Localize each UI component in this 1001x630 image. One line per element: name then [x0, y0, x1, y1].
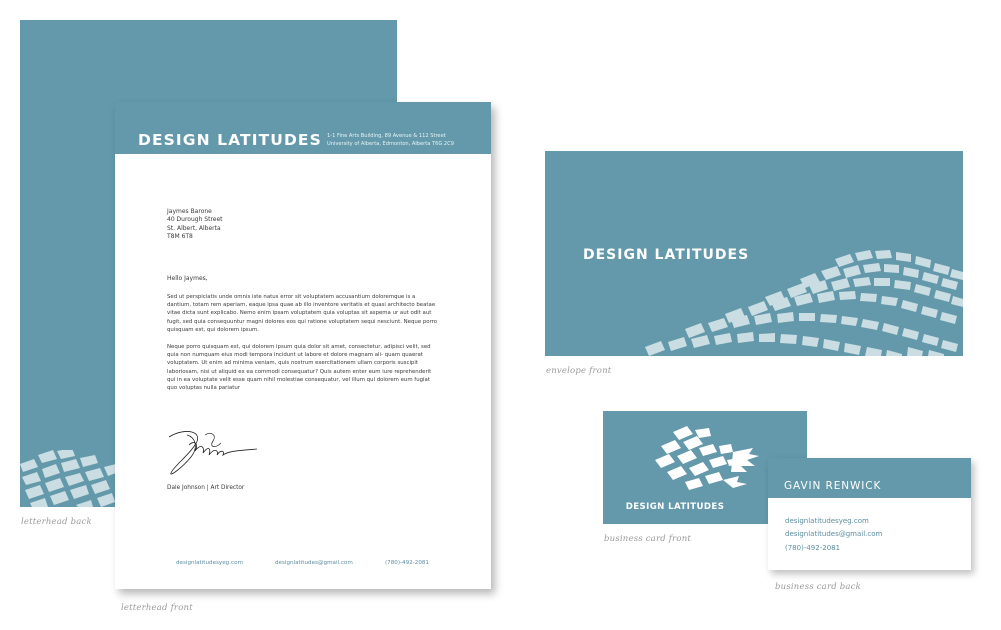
woven-logo-graphic	[653, 426, 763, 496]
letterhead-address-line1: 1-1 Fine Arts Building, 89 Avenue & 112 Street	[327, 133, 446, 139]
business-card-back-band	[768, 458, 971, 498]
recipient-city: St. Albert, Alberta	[167, 224, 221, 232]
letterhead-footer-phone: (780)-492-2081	[385, 560, 429, 566]
business-card-email: designlatitudes@gmail.com	[785, 530, 883, 538]
letter-greeting: Hello Jaymes,	[167, 275, 208, 282]
business-card-back	[768, 458, 971, 570]
recipient-block	[167, 208, 223, 242]
caption-envelope-front: envelope front	[546, 366, 612, 376]
caption-letterhead-back: letterhead back	[21, 517, 92, 527]
signature-graphic	[165, 425, 260, 477]
business-card-phone: (780)-492-2081	[785, 544, 841, 552]
letterhead-footer-email: designlatitudes@gmail.com	[275, 560, 353, 566]
caption-letterhead-front: letterhead front	[121, 603, 193, 613]
woven-wave-graphic	[545, 151, 963, 356]
recipient-name: Jaymes Barone	[167, 208, 212, 215]
envelope-front	[545, 151, 963, 356]
business-card-brand: DESIGN LATITUDES	[625, 502, 725, 512]
recipient-postal: T8M 6T8	[167, 233, 193, 241]
letter-signatory: Dale Johnson | Art Director	[167, 485, 245, 491]
letter-paragraph-2: Neque porro quisquam est, qui dolorem ipsum quia dolor sit amet, consectetur, adipisci velit, sed quia non numquam eius modi tempora incidunt ut labore et dolore magnam ali- quam quaerat voluptatem. Ut enim ad minima veniam, quis nostrum exercitationem ullam corporis suscipit laboriosam, nisi ut aliquid ex ea commodi consequatur? Quis autem enter eum iure reprehenderit qui in ea voluptate velit esse quam nihil molestiae consequatur, vel illum qui dolorem eum fugiat quo voluptas nulla pariatur	[167, 344, 432, 392]
letterhead-address-line2: University of Alberta, Edmonton, Alberta T6G 2C9	[327, 141, 454, 147]
letterhead-brand: DESIGN LATITUDES	[138, 131, 322, 149]
letterhead-footer-web: designlatitudesyeg.com	[176, 560, 243, 566]
letterhead-front	[115, 102, 491, 589]
recipient-street: 40 Durough Street	[167, 216, 223, 224]
woven-pattern-graphic	[20, 450, 115, 507]
caption-business-card-front: business card front	[604, 534, 691, 544]
business-card-name: GAVIN RENWICK	[784, 480, 882, 492]
letter-paragraph-1: Sed ut perspiciatis unde omnis iste natus error sit voluptatem accusantium doloremque is a dantium, totam rem aperiam, eaque ipsa quae ab illo inventore veritatis et quasi architecto beatae vitae dicta sunt explicabo. Nemo enim ipsam voluptatem quia voluptas sit aspema ur aut odit aut fugit, sed quia consequuntur magni dolores eos qui ratione voluptatem sequi nesciunt. Neque porro quisquam est, qui dolorem ipsum.	[167, 294, 438, 333]
envelope-brand: DESIGN LATITUDES	[583, 247, 750, 263]
business-card-web: designlatitudesyeg.com	[785, 517, 869, 525]
caption-business-card-back: business card back	[775, 582, 861, 592]
